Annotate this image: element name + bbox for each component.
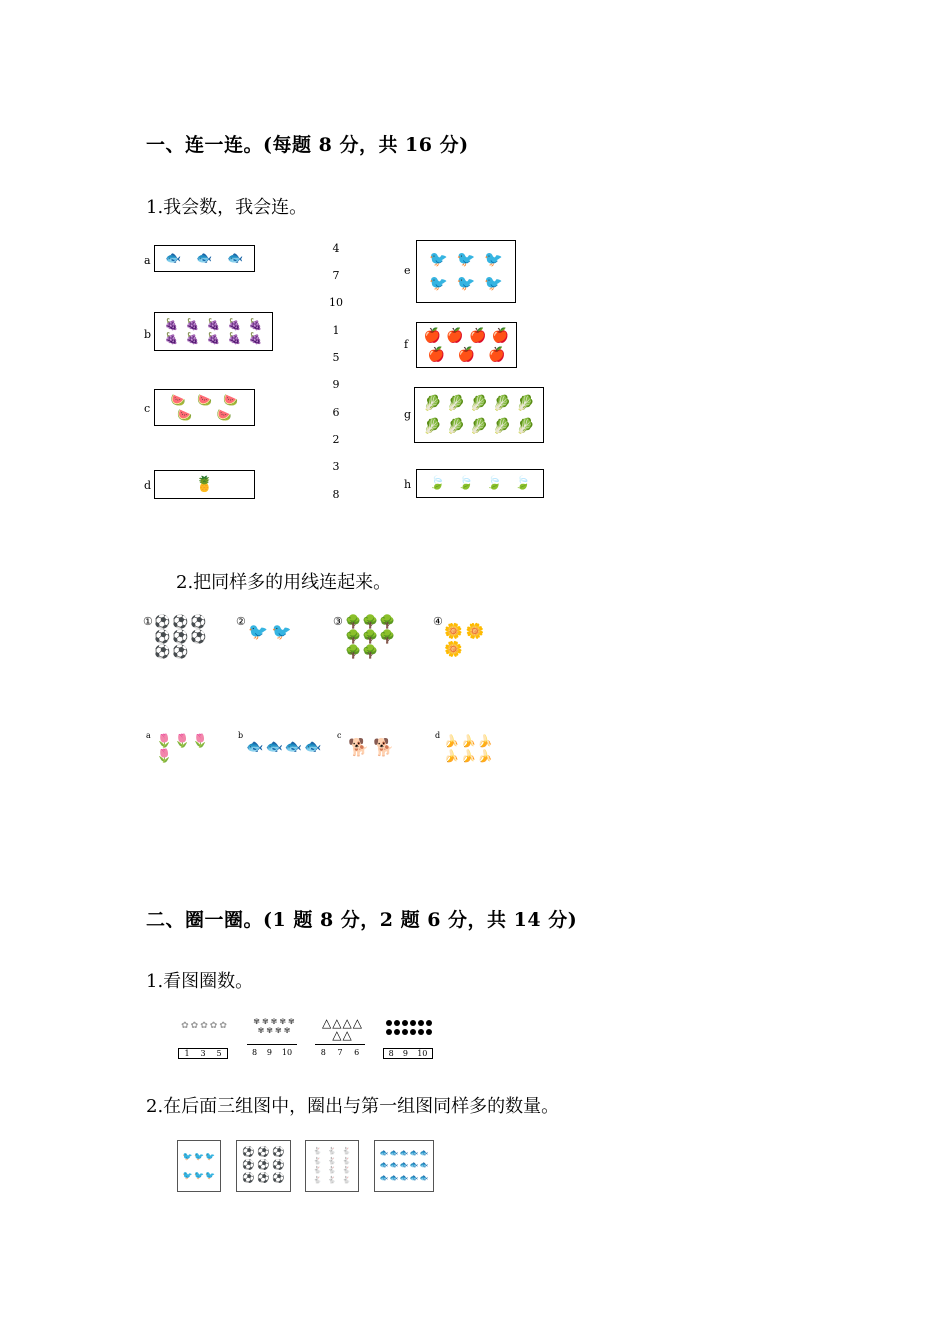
choice-number[interactable]: 10 [281,1048,293,1057]
triangle-icon: △ [322,1016,332,1030]
ball-icon: ⚽ [242,1172,255,1184]
count-picture-4 [386,1020,432,1035]
fish-icon: 🐟 [379,1174,389,1183]
group-label-a: a [146,731,151,740]
box-label-e: e [404,264,411,277]
number-option[interactable]: 1 [332,324,340,337]
tree-icon: 🌳 [379,630,396,645]
choice-number[interactable]: 6 [354,1048,360,1057]
ball-icon: ⚽ [154,630,171,645]
group-label-d: d [435,731,441,740]
grape-icon: 🍇 [248,317,263,331]
box-label-g: g [404,408,412,421]
butterfly-icon: ✾ [261,1017,269,1026]
bird-icon: 🐦 [194,1151,204,1161]
count-picture-3 [320,1017,364,1041]
count-box-g[interactable] [414,387,544,443]
choice-number[interactable]: 1 [184,1049,190,1058]
bird-icon: 🐦 [483,274,503,293]
fish-icon: 🐟 [419,1148,429,1157]
match-group-1[interactable] [154,616,218,659]
flower-icon: ✿ [190,1021,199,1031]
bird-icon: 🐦 [205,1151,216,1161]
count-box-h[interactable] [416,469,544,498]
apple-icon: 🍎 [427,346,445,363]
butterfly-icon: ✾ [266,1026,273,1035]
flower-icon: 🌼 [465,622,485,640]
rabbit-icon: 🐇 [312,1175,322,1184]
picture-frame-3[interactable] [305,1140,359,1192]
match-group-4[interactable] [444,624,504,657]
dog-icon: 🐕 [373,738,395,758]
apple-icon: 🍎 [491,327,510,344]
bird-icon: 🐦 [429,249,448,268]
rabbit-icon: 🐇 [327,1166,337,1175]
banana-icon: 🍌 [460,734,476,748]
number-option[interactable]: 3 [332,460,340,473]
triangle-icon: △ [342,1016,352,1030]
leaf-icon: 🍃 [457,476,474,491]
leaf-icon: 🍃 [514,476,531,491]
dot-icon [386,1029,392,1035]
vegetable-icon: 🥬 [446,417,466,435]
choice-number[interactable]: 7 [337,1048,343,1057]
ball-icon: ⚽ [172,630,189,645]
box-label-c: c [144,402,151,415]
ball-icon: ⚽ [172,615,189,630]
number-option[interactable]: 10 [329,296,343,309]
bird-icon: 🐦 [182,1170,193,1180]
match-group-a[interactable] [156,735,216,763]
number-option[interactable]: 4 [332,242,340,255]
dot-icon [386,1020,392,1026]
apple-icon: 🍎 [457,346,476,363]
dot-icon [426,1020,432,1026]
bird-icon: 🐦 [456,249,476,268]
vegetable-icon: 🥬 [469,417,489,435]
choice-box-2[interactable] [247,1048,297,1057]
fish-icon: 🐟 [379,1161,389,1170]
tree-icon: 🌳 [345,630,362,645]
group-label-3: ③ [333,615,343,628]
leaf-icon: 🍃 [486,476,503,491]
ball-icon: ⚽ [242,1159,255,1171]
grape-icon: 🍇 [164,317,179,331]
ball-icon: ⚽ [154,615,171,630]
picture-frame-2[interactable] [236,1140,291,1192]
ball-icon: ⚽ [242,1147,255,1159]
match-group-3[interactable] [345,616,411,659]
choice-number[interactable]: 3 [200,1049,206,1058]
ball-icon: ⚽ [190,615,207,630]
bird-icon: 🐦 [248,622,268,641]
fish-icon: 🐟 [389,1148,399,1157]
dot-icon [394,1029,400,1035]
ball-icon: ⚽ [272,1147,285,1159]
choice-box-4[interactable] [383,1048,433,1059]
apple-icon: 🍎 [423,327,442,344]
watermelon-icon: 🍉 [216,407,232,422]
choice-number[interactable]: 8 [320,1048,326,1057]
picture-frame-1[interactable] [177,1140,221,1192]
number-option[interactable]: 5 [332,351,340,364]
watermelon-icon: 🍉 [197,393,212,408]
grape-icon: 🍇 [227,317,242,331]
flower-icon: 🌷 [192,734,209,749]
group-label-c: c [337,731,342,740]
fish-icon: 🐟 [304,739,322,755]
group-label-b: b [238,731,244,740]
fish-icon: 🐟 [284,739,303,755]
vegetable-icon: 🥬 [423,417,442,435]
count-box-f[interactable] [416,322,517,368]
count-box-b[interactable] [154,312,273,351]
butterfly-icon: ✾ [253,1017,260,1026]
grape-icon: 🍇 [185,332,200,346]
grape-icon: 🍇 [206,332,221,346]
grape-icon: 🍇 [227,332,242,346]
fish-icon: 🐟 [165,251,182,266]
box-label-h: h [404,478,412,491]
butterfly-icon: ✾ [257,1026,265,1035]
grape-icon: 🍇 [248,332,263,346]
triangle-icon: △ [342,1028,352,1042]
triangle-icon: △ [332,1016,342,1030]
fish-icon: 🐟 [389,1174,399,1183]
watermelon-icon: 🍉 [177,407,193,422]
banana-icon: 🍌 [444,749,459,763]
rabbit-icon: 🐇 [342,1175,351,1184]
number-option[interactable]: 9 [332,378,340,391]
fish-icon: 🐟 [419,1174,429,1183]
rabbit-icon: 🐇 [342,1147,351,1156]
box-label-a: a [144,254,151,267]
fish-icon: 🐟 [246,739,264,755]
watermelon-icon: 🍉 [170,393,186,408]
fish-icon: 🐟 [379,1148,389,1157]
q2-2-text: 2.在后面三组图中，圈出与第一组图同样多的数量。 [146,1096,560,1117]
rabbit-icon: 🐇 [327,1175,337,1184]
bird-icon: 🐦 [483,249,503,268]
dot-icon [418,1020,424,1026]
ball-icon: ⚽ [257,1159,270,1171]
bird-icon: 🐦 [194,1170,204,1180]
watermelon-icon: 🍉 [223,393,239,408]
dot-icon [394,1020,400,1026]
fish-icon: 🐟 [419,1161,429,1170]
flower-icon: 🌷 [174,734,191,749]
bird-icon: 🐦 [429,274,448,293]
triangle-icon: △ [332,1028,342,1042]
rabbit-icon: 🐇 [312,1156,322,1165]
bird-icon: 🐦 [205,1170,216,1180]
ball-icon: ⚽ [257,1147,270,1159]
dog-icon: 🐕 [348,738,370,758]
fish-icon: 🐟 [409,1174,419,1183]
butterfly-icon: ✾ [279,1017,287,1026]
apple-icon: 🍎 [488,346,506,363]
vegetable-icon: 🥬 [516,394,535,412]
choice-number[interactable]: 5 [216,1049,222,1058]
tree-icon: 🌳 [362,630,379,645]
rabbit-icon: 🐇 [312,1147,322,1156]
apple-icon: 🍎 [446,327,464,344]
banana-icon: 🍌 [477,749,493,763]
ball-icon: ⚽ [190,630,207,645]
count-box-a[interactable] [154,245,255,272]
ball-icon: ⚽ [272,1159,285,1171]
box-label-b: b [144,328,152,341]
vegetable-icon: 🥬 [492,417,512,435]
fish-icon: 🐟 [196,251,213,266]
fish-icon: 🐟 [389,1161,399,1170]
flower-icon: ✿ [219,1021,227,1031]
match-group-b[interactable] [246,740,326,754]
rabbit-icon: 🐇 [312,1166,322,1175]
fish-icon: 🐟 [409,1161,419,1170]
choice-number[interactable]: 9 [402,1049,408,1058]
group-label-2: ② [236,615,246,628]
ball-icon: ⚽ [172,645,189,660]
grape-icon: 🍇 [185,317,200,331]
fish-icon: 🐟 [265,739,283,755]
q1-1-text: 1.我会数，我会连。 [146,197,308,218]
rabbit-icon: 🐇 [342,1166,351,1175]
number-option[interactable]: 8 [332,488,340,501]
vegetable-icon: 🥬 [446,394,466,412]
choice-number[interactable]: 9 [266,1048,272,1057]
count-box-e[interactable] [416,240,516,303]
picture-frame-4[interactable] [374,1140,434,1192]
butterfly-icon: ✾ [283,1026,291,1035]
flower-icon: ✿ [200,1021,208,1031]
flower-icon: ✿ [209,1021,218,1031]
group-label-4: ④ [433,615,443,628]
pineapple-icon: 🍍 [195,475,214,493]
group-label-1: ① [143,615,153,628]
ball-icon: ⚽ [272,1172,285,1184]
count-box-d[interactable] [154,470,255,499]
tree-icon: 🌳 [362,645,379,660]
tree-icon: 🌳 [362,615,379,630]
bird-icon: 🐦 [271,622,292,641]
match-group-c[interactable] [348,740,418,757]
match-group-2[interactable] [248,624,318,640]
vegetable-icon: 🥬 [492,394,512,412]
leaf-icon: 🍃 [429,476,446,491]
flower-icon: 🌷 [156,734,173,749]
butterfly-icon: ✾ [288,1017,295,1026]
dot-icon [410,1020,416,1026]
section2-heading: 二、圈一圈。(1 题 8 分，2 题 6 分，共 14 分) [146,909,578,931]
flower-icon: 🌼 [444,640,463,658]
number-option[interactable]: 6 [332,406,340,419]
tree-icon: 🌳 [345,615,362,630]
divider-line [315,1044,365,1045]
triangle-icon: △ [352,1016,362,1030]
match-group-d[interactable] [444,735,506,762]
rabbit-icon: 🐇 [327,1147,337,1156]
fish-icon: 🐟 [409,1148,419,1157]
ball-icon: ⚽ [154,645,171,660]
choice-number[interactable]: 8 [251,1048,258,1057]
divider-line [247,1044,297,1045]
section1-heading: 一、连一连。(每题 8 分，共 16 分) [146,134,469,156]
box-label-d: d [144,479,152,492]
bird-icon: 🐦 [456,274,476,293]
grape-icon: 🍇 [164,332,179,346]
bird-icon: 🐦 [182,1151,193,1161]
banana-icon: 🍌 [477,734,493,748]
count-picture-1 [180,1022,228,1031]
tree-icon: 🌳 [345,645,362,660]
vegetable-icon: 🥬 [516,417,535,435]
dot-icon [402,1029,408,1035]
box-label-f: f [404,338,409,351]
choice-number[interactable]: 8 [388,1049,394,1058]
fish-icon: 🐟 [227,251,244,266]
choice-number[interactable]: 10 [417,1049,428,1058]
fish-icon: 🐟 [399,1161,409,1170]
count-box-c[interactable] [154,389,255,426]
fish-icon: 🐟 [399,1148,409,1157]
dot-icon [418,1029,424,1035]
flower-icon: ✿ [181,1021,189,1031]
vegetable-icon: 🥬 [423,394,442,412]
apple-icon: 🍎 [469,327,487,344]
dot-icon [426,1029,432,1035]
butterfly-icon: ✾ [275,1026,282,1035]
butterfly-icon: ✾ [270,1017,278,1026]
vegetable-icon: 🥬 [469,394,489,412]
number-option[interactable]: 7 [332,269,340,282]
tree-icon: 🌳 [379,615,396,630]
q1-2-text: 2.把同样多的用线连起来。 [176,572,392,593]
banana-icon: 🍌 [444,734,459,748]
number-option[interactable]: 2 [332,433,340,446]
flower-icon: 🌼 [444,622,463,640]
fish-icon: 🐟 [399,1174,409,1183]
rabbit-icon: 🐇 [327,1156,337,1165]
dot-icon [402,1020,408,1026]
flower-icon: 🌷 [156,749,173,764]
banana-icon: 🍌 [460,749,476,763]
choice-box-1[interactable] [178,1048,228,1059]
choice-box-3[interactable] [315,1048,365,1057]
count-picture-2 [250,1018,298,1035]
grape-icon: 🍇 [206,317,221,331]
q2-1-text: 1.看图圈数。 [146,971,254,992]
dot-icon [410,1029,416,1035]
rabbit-icon: 🐇 [342,1156,351,1165]
ball-icon: ⚽ [257,1172,270,1184]
